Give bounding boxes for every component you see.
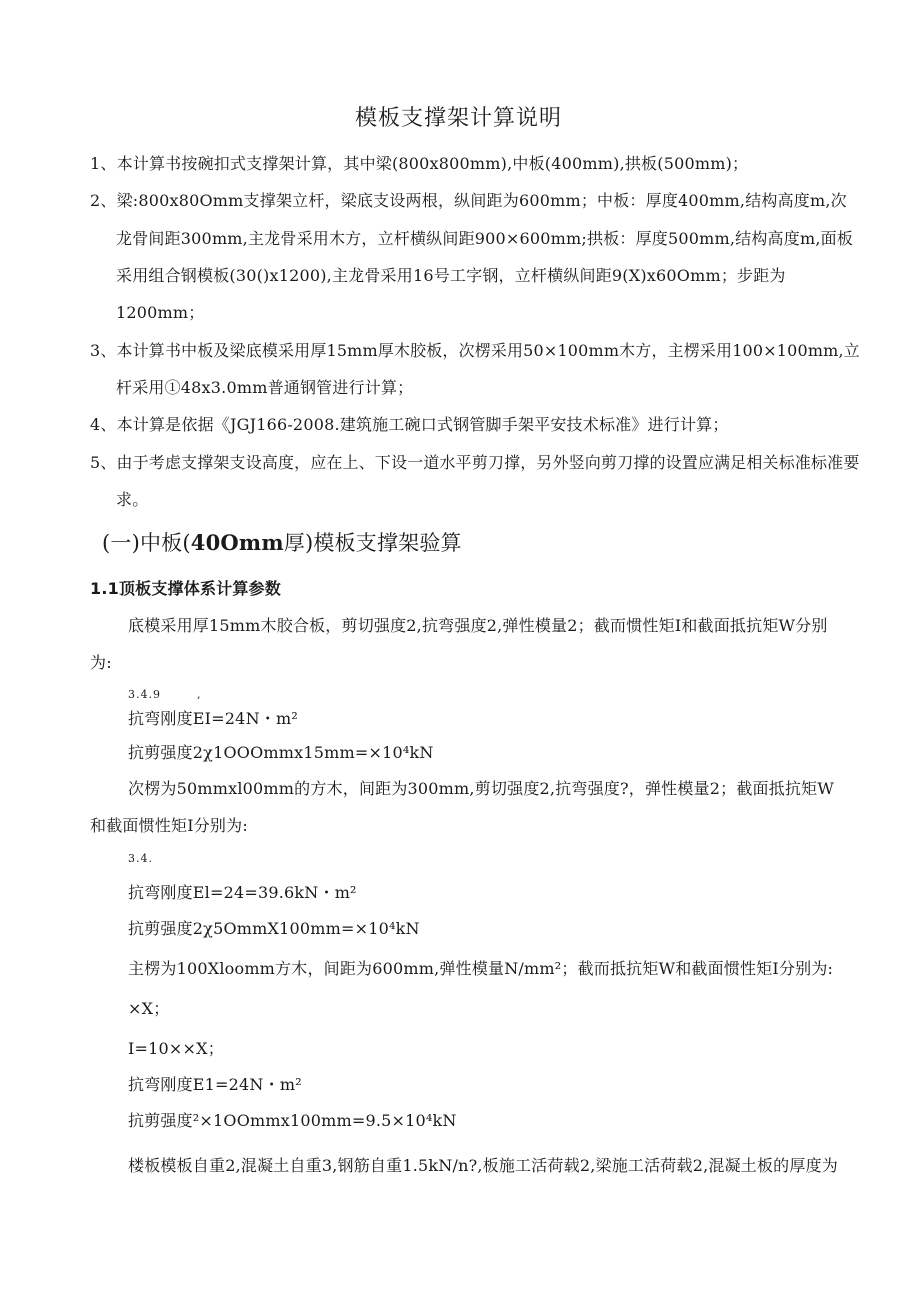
note-4: 4、本计算是依据《JGJ166-2008.建筑施工碗口式钢管脚手架平安技术标准》进行计算； bbox=[90, 415, 729, 434]
note-3-line-2: 杆采用①48x3.0mm普通钢管进行计算； bbox=[116, 378, 414, 397]
note-2-line-4: 1200mm； bbox=[116, 303, 205, 322]
note-1: 1、本计算书按碗扣式支撑架计算，其中梁(800x800mm),中板(400mm),拱板(500mm)； bbox=[90, 154, 749, 173]
para-2-rigidity: 抗弯刚度El=24=39.6kN・m² bbox=[128, 883, 357, 902]
para-1-shear: 抗剪强度2χ1OOOmmx15mm=×10⁴kN bbox=[128, 743, 434, 762]
para-2-formula: 3.4. bbox=[128, 852, 153, 865]
section-heading-bold: 40Omm bbox=[190, 530, 284, 555]
section-heading bbox=[102, 529, 462, 557]
para-2-line-2: 和截面惯性矩I分别为: bbox=[90, 816, 248, 835]
note-2-line-3: 采用组合钢模板(30()x1200),主龙骨采用16号工字钢，立杆横纵间距9(X)x60Omm；步距为 bbox=[116, 266, 786, 285]
para-2-shear: 抗剪强度2χ5OmmX100mm=×10⁴kN bbox=[128, 919, 420, 938]
section-heading-pre: (一)中板( bbox=[102, 531, 191, 555]
note-5-line-2: 求。 bbox=[116, 490, 149, 509]
para-4-line-1: 楼板模板自重2,混凝土自重3,钢筋自重1.5kN∕n?,板施工活荷载2,梁施工活荷载2,混凝土板的厚度为 bbox=[128, 1156, 838, 1175]
note-2-line-2: 龙骨间距300mm,主龙骨采用木方，立杆横纵间距900×600mm;拱板：厚度500mm,结构高度m,面板 bbox=[116, 229, 854, 248]
para-3-rigidity: 抗弯刚度E1=24N・m² bbox=[128, 1075, 302, 1094]
section-heading-post: 厚)模板支撑架验算 bbox=[283, 531, 462, 555]
para-2-line-1: 次楞为50mmxl00mm的方木，间距为300mm,剪切强度2,抗弯强度?，弹性模量2；截面抵抗矩W bbox=[128, 779, 834, 798]
para-1-line-1: 底模采用厚15mm木胶合板，剪切强度2,抗弯强度2,弹性模量2；截而惯性矩I和截面抵抗矩W分别 bbox=[128, 616, 828, 635]
subsection-heading: 1.1顶板支撑体系计算参数 bbox=[90, 579, 281, 598]
note-5-line-1: 5、由于考虑支撑架支设高度，应在上、下设一道水平剪刀撑，另外竖向剪刀撑的设置应满足相关标准标准要 bbox=[90, 453, 860, 472]
note-3-line-1: 3、本计算书中板及梁底模采用厚15mm厚木胶板，次楞采用50×100mm木方，主楞采用100×100mm,立 bbox=[90, 341, 860, 360]
para-1-rigidity: 抗弯刚度EI=24N・m² bbox=[128, 709, 298, 728]
para-3-w: ×X； bbox=[128, 999, 170, 1018]
note-2-line-1: 2、梁:800x80Omm支撑架立杆，梁底支设两根，纵间距为600mm；中板：厚度400mm,结构高度m,次 bbox=[90, 191, 847, 210]
para-3-i: I=10××X； bbox=[128, 1039, 224, 1058]
para-3-line-1: 主楞为100Xloomm方木，间距为600mm,弹性模量N/mm²；截而抵抗矩W和截面惯性矩I分别为: bbox=[128, 959, 834, 978]
page-title: 模板支撑架计算说明 bbox=[355, 106, 563, 131]
para-1-line-2: 为: bbox=[90, 653, 112, 672]
para-3-shear: 抗剪强度²×1OOmmx100mm=9.5×10⁴kN bbox=[128, 1111, 457, 1130]
para-1-formula: 3.4.9 , bbox=[128, 688, 202, 701]
